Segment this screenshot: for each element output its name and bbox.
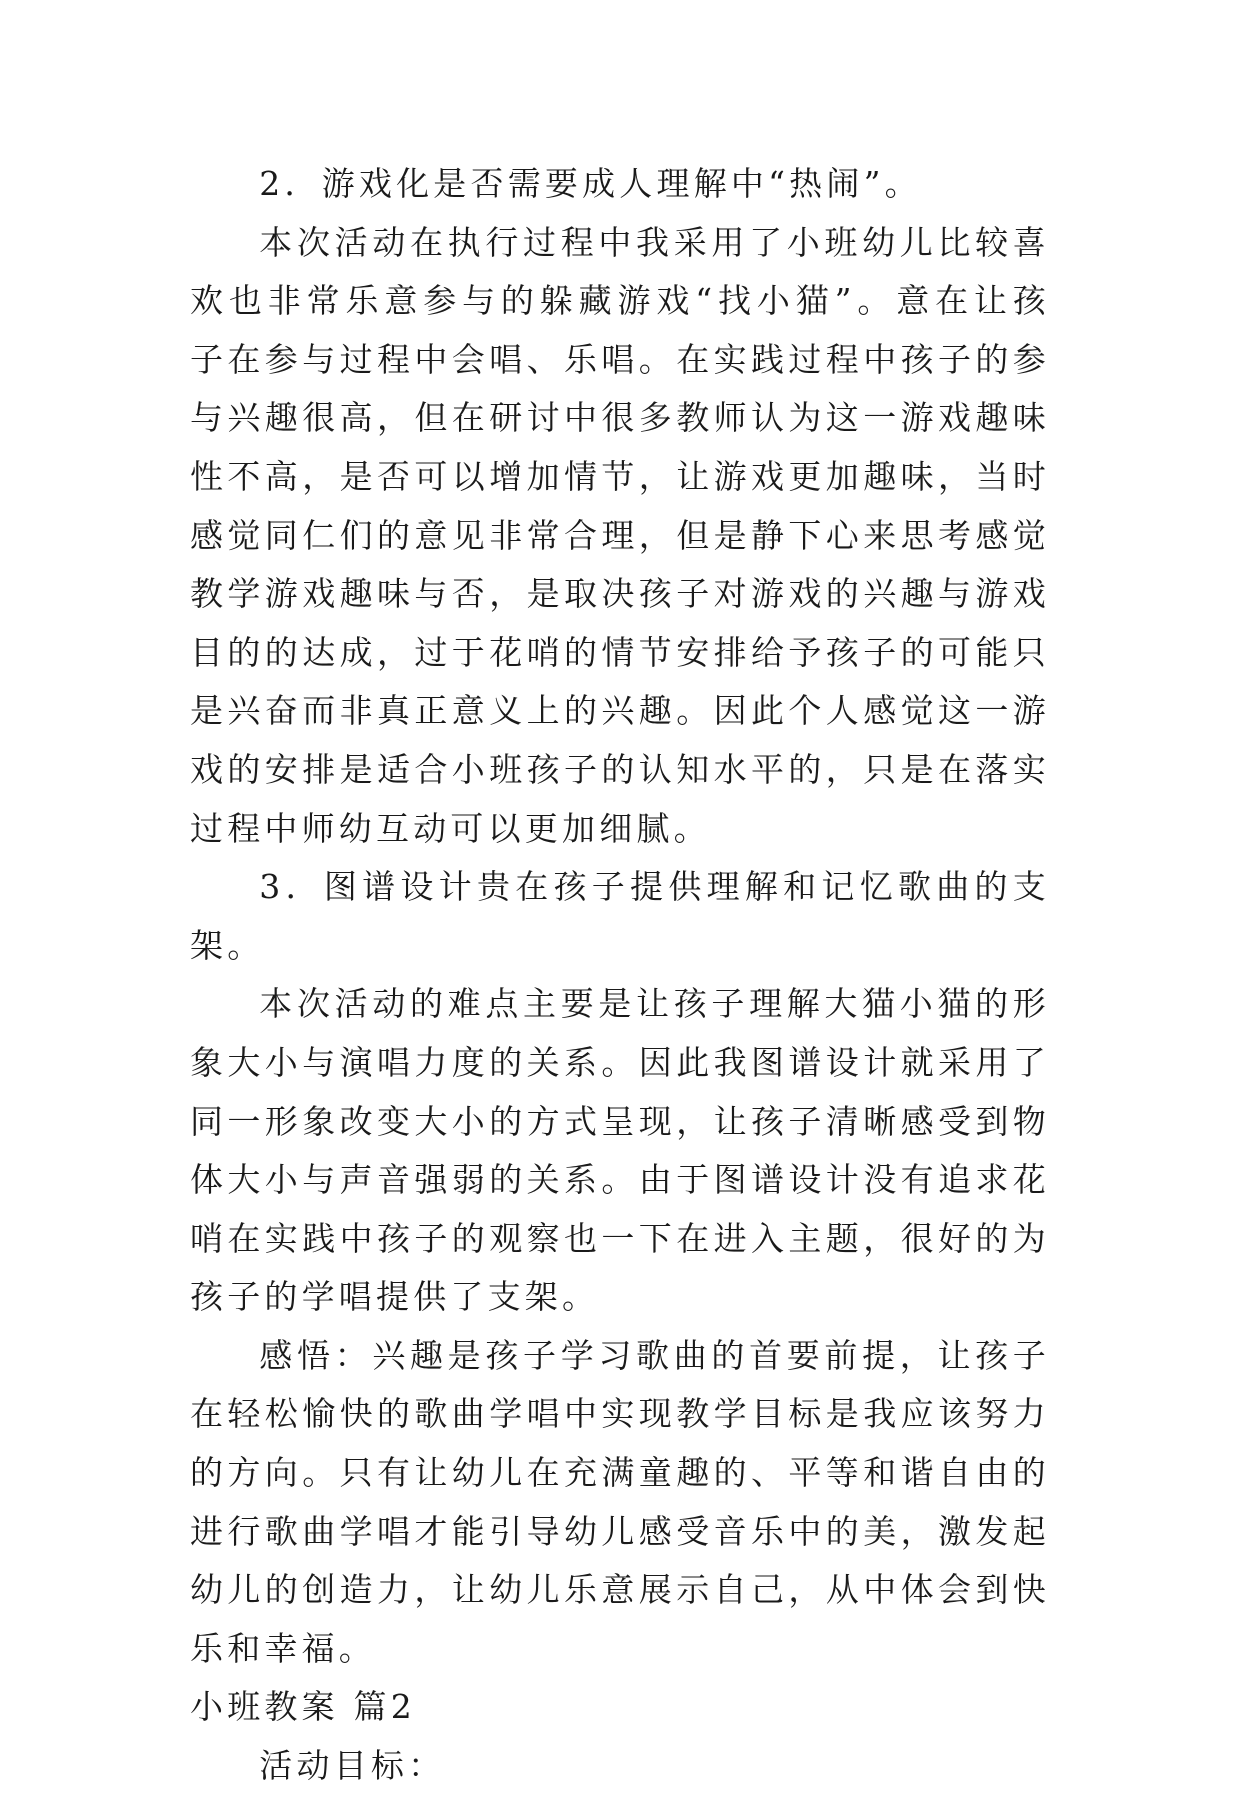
paragraph-point-2: 2．游戏化是否需要成人理解中“热闹”。	[259, 164, 922, 203]
section-title: 小班教案 篇2	[190, 1687, 416, 1727]
paragraph-game-discussion: 本次活动在执行过程中我采用了小班幼儿比较喜欢也非常乐意参与的躲藏游戏“找小猫”。意在让孩子在参与过程中会唱、乐唱。在实践过程中孩子的参与兴趣很高，但在研讨中很多教师认为这一游戏趣味性不高，是否可以增加情节，让游戏更加趣味，当时感觉同仁们的意见非常合理，但是静下心来思考感觉教学游戏趣味与否，是取决孩子对游戏的兴趣与游戏目的的达成，过于花哨的情节安排给予孩子的可能只是兴奋而非真正意义上的兴趣。因此个人感觉这一游戏的安排是适合小班孩子的认知水平的，只是在落实过程中师幼互动可以更加细腻。	[190, 222, 1050, 848]
document-page	[190, 155, 1050, 1796]
paragraph-point-3: 3．图谱设计贵在孩子提供理解和记忆歌曲的支架。	[190, 867, 1050, 965]
paragraph-chart-design: 本次活动的难点主要是让孩子理解大猫小猫的形象大小与演唱力度的关系。因此我图谱设计就采用了同一形象改变大小的方式呈现，让孩子清晰感受到物体大小与声音强弱的关系。由于图谱设计没有追求花哨在实践中孩子的观察也一下在进入主题，很好的为孩子的学唱提供了支架。	[190, 984, 1050, 1317]
activity-goals-heading: 活动目标：	[259, 1746, 446, 1786]
paragraph-reflection: 感悟：兴趣是孩子学习歌曲的首要前提，让孩子在轻松愉快的歌曲学唱中实现教学目标是我应该努力的方向。只有让幼儿在充满童趣的、平等和谐自由的进行歌曲学唱才能引导幼儿感受音乐中的美，激发起幼儿的创造力，让幼儿乐意展示自己，从中体会到快乐和幸福。	[190, 1335, 1050, 1668]
